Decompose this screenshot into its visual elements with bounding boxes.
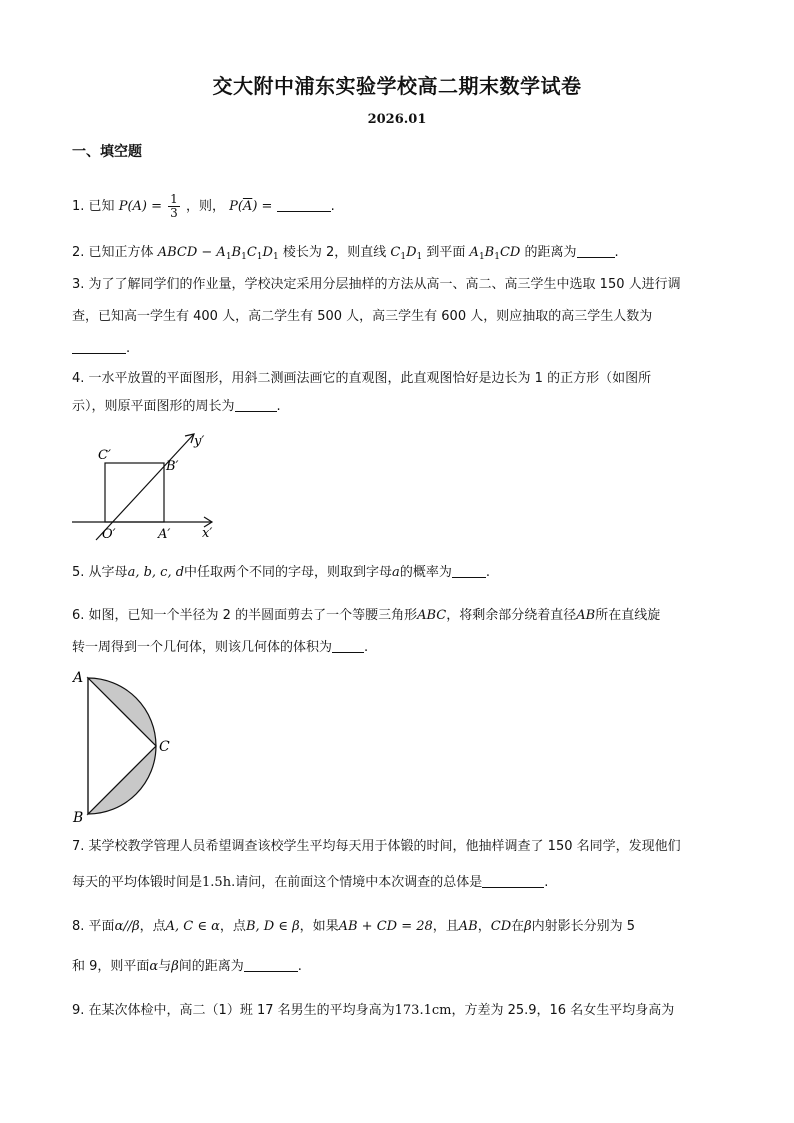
question-1: 1. 已知 P(A) = $\frac{1}{3}$ ，则， $P(\overline{A})$ = . [72, 192, 335, 220]
math-expr: $A_1B_1CD$ [469, 245, 521, 262]
answer-blank[interactable] [452, 565, 486, 578]
answer-blank[interactable] [332, 640, 364, 653]
question-number: 8. [72, 919, 85, 934]
question-7: 7. 某学校教学管理人员希望调查该校学生平均每天用于体锻的时间，他抽样调查了 150 名同学，发现他们 每天的平均体锻时间是1.5h.请问，在前面这个情境中本次调查的总体是 . [72, 839, 681, 890]
math-expr-complement: $P(\overline{A})$ = [229, 199, 273, 214]
label-o-prime: O′ [102, 527, 116, 542]
label-a-prime: A′ [158, 527, 171, 542]
question-8: 8. 平面α//β，点A, C ∈ α，点B, D ∈ β，如果AB + CD = 28，且AB，CD在β内射影长分别为 5 和 9，则平面α与β间的距离为 . [72, 919, 636, 974]
page-title: 交大附中浦东实验学校高二期末数学试卷 [212, 74, 582, 98]
question-number: 6. [72, 608, 85, 623]
answer-blank[interactable] [482, 875, 544, 888]
section-heading: 一、填空题 [72, 144, 142, 160]
question-number: 3. [72, 277, 85, 292]
math-expr: a, b, c, d [127, 565, 185, 580]
question-number: 9. [72, 1003, 85, 1018]
question-9: 9. 在某次体检中，高二（1）班 17 名男生的平均身高为173.1cm，方差为 25.9，16 名女生平均身高为 [72, 1003, 675, 1018]
fraction: $\frac{1}{3}$ [170, 192, 178, 220]
answer-blank[interactable] [277, 199, 331, 212]
answer-blank[interactable] [235, 399, 277, 412]
oblique-square-figure [66, 428, 226, 546]
square [105, 463, 164, 522]
math-expr: ABCD − $A_1B_1C_1D_1$ [157, 245, 279, 262]
question-number: 1. [72, 199, 85, 214]
question-number: 7. [72, 839, 85, 854]
question-6: 6. 如图，已知一个半径为 2 的半圆面剪去了一个等腰三角形ABC，将剩余部分绕着直径AB所在直线旋 转一周得到一个几何体，则该几何体的体积为 . [72, 608, 661, 655]
math-expr: $C_1D_1$ [390, 245, 423, 262]
question-number: 5. [72, 565, 85, 580]
answer-blank[interactable] [244, 959, 298, 972]
semicircle-figure [68, 666, 188, 830]
answer-blank[interactable] [577, 245, 615, 258]
answer-blank[interactable] [72, 341, 126, 354]
exam-date: 2026.01 [367, 112, 427, 127]
question-2: 2. 已知正方体 ABCD − $A_1B_1C_1D_1$ 棱长为 2，则直线 $C_1D_1$ 到平面 $A_1B_1CD$ 的距离为 . [72, 245, 619, 262]
label-c-prime: C′ [98, 448, 111, 463]
label-x-prime: x′ [202, 526, 213, 541]
question-number: 4. [72, 371, 85, 386]
question-4: 4. 一水平放置的平面图形，用斜二测画法画它的直观图，此直观图恰好是边长为 1 的正方形（如图所 示），则原平面图形的周长为 . [72, 371, 652, 414]
question-5: 5. 从字母a, b, c, d中任取两个不同的字母，则取到字母a的概率为 . [72, 565, 490, 580]
label-a: A [73, 670, 84, 686]
question-number: 2. [72, 245, 85, 260]
label-b-prime: B′ [166, 459, 179, 474]
label-y-prime: y′ [194, 434, 205, 449]
label-c: C [159, 739, 170, 755]
label-b: B [73, 810, 84, 826]
question-3: 3. 为了了解同学们的作业量，学校决定采用分层抽样的方法从高一、高二、高三学生中选取 150 人进行调 查，已知高一学生有 400 人，高二学生有 500 人，高三学生有 600 人，则应抽取的高三学生人数为 . [72, 277, 681, 356]
math-expr: P(A) = [118, 199, 163, 214]
